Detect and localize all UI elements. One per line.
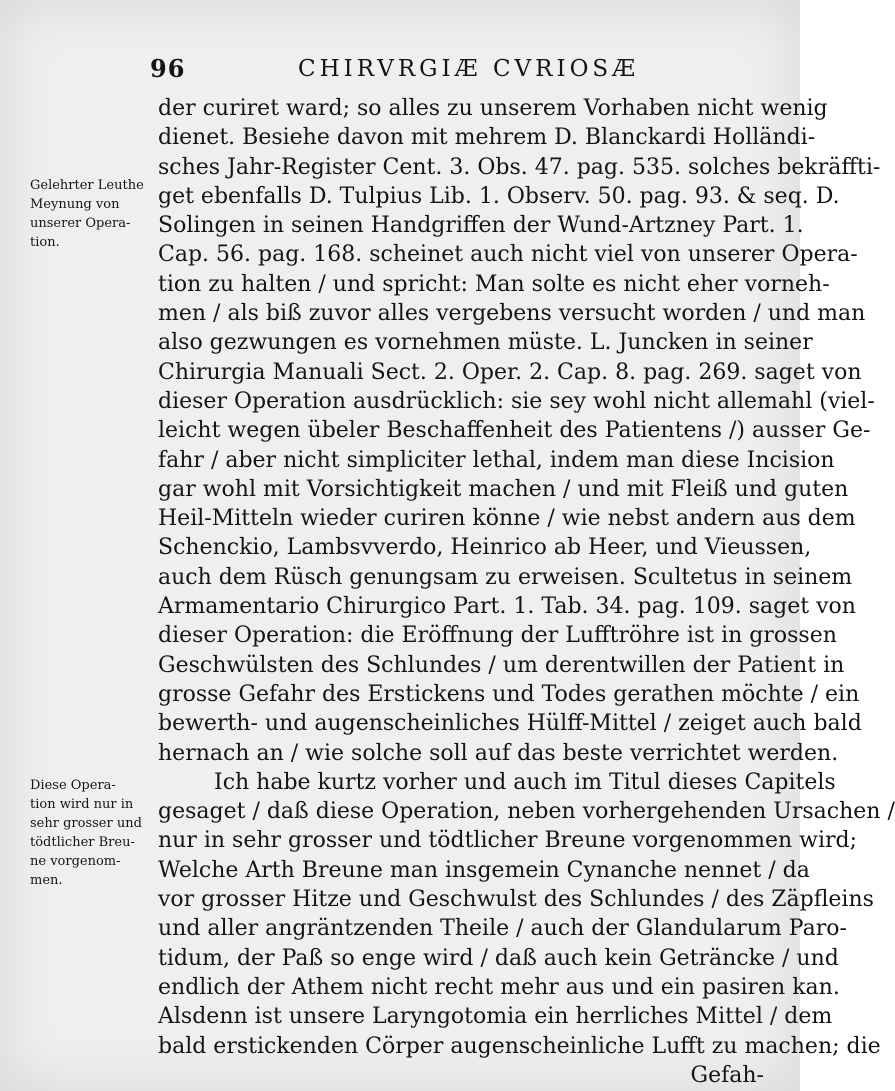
text-line: dienet. Besiehe davon mit mehrem D. Blanckardi Holländi- [158, 125, 816, 151]
margin-note-line: men. [30, 873, 63, 888]
text-line: Geschwülsten des Schlundes / um derentwillen der Patient in [158, 652, 845, 678]
text-line: Cap. 56. pag. 168. scheinet auch nicht viel von unserer Opera- [158, 242, 858, 268]
text-line: get ebenfalls D. Tulpius Lib. 1. Observ. 50. pag. 93. & seq. D. [158, 183, 840, 209]
text-line: dieser Operation ausdrücklich: sie sey wohl nicht allemahl (viel- [158, 388, 875, 414]
margin-note-line: Diese Opera- [30, 778, 116, 793]
text-line: Schenckio, Lambsvverdo, Heinrico ab Heer, und Vieussen, [158, 535, 812, 561]
text-line: und aller angräntzenden Theile / auch der Glandularum Paro- [158, 916, 847, 942]
text-line: vor grosser Hitze und Geschwulst des Schlundes / des Zäpfleins [158, 887, 874, 913]
margin-note-line: ne vorgenom- [30, 854, 121, 869]
page-number: 96 [150, 54, 186, 83]
margin-note-line: unserer Opera- [30, 216, 131, 231]
text-line: tion zu halten / und spricht: Man solte es nicht eher vorneh- [158, 271, 830, 297]
text-line: Solingen in seinen Handgriffen der Wund-Artzney Part. 1. [158, 213, 804, 239]
margin-note-line: Gelehrter Leuthe [30, 178, 144, 193]
margin-note-line: tion wird nur in [30, 797, 134, 812]
text-line: nur in sehr grosser und tödtlicher Breune vorgenommen wird; [158, 828, 858, 854]
margin-note-line: tödtlicher Breu- [30, 835, 135, 850]
margin-note-line: tion. [30, 235, 60, 250]
text-line: also gezwungen es vornehmen müste. L. Juncken in seiner [158, 330, 813, 356]
text-line: Ich habe kurtz vorher und auch im Titul dieses Capitels [214, 769, 836, 795]
text-line: tidum, der Paß so enge wird / daß auch kein Geträncke / und [158, 945, 839, 971]
text-line: Alsdenn ist unsere Laryngotomia ein herrliches Mittel / dem [158, 1004, 833, 1030]
text-line: men / als biß zuvor alles vergebens versucht worden / und man [158, 301, 866, 327]
text-line: Welche Arth Breune man insgemein Cynanche nennet / da [158, 857, 810, 883]
text-line: endlich der Athem nicht recht mehr aus und ein pasiren kan. [158, 974, 840, 1000]
catchword: Gefah- [690, 1062, 764, 1088]
margin-note-operation-condition [30, 776, 154, 890]
text-line: bald erstickenden Cörper augenscheinliche Lufft zu machen; die [158, 1033, 881, 1059]
paragraph-2 [158, 768, 895, 1061]
text-line: leicht wegen übeler Beschaffenheit des Patientens /) ausser Ge- [158, 418, 871, 444]
running-title: CHIRVRGIÆ CVRIOSÆ [298, 56, 640, 82]
text-line: der curiret ward; so alles zu unserem Vorhaben nicht wenig [158, 96, 828, 121]
text-line: Heil-Mitteln wieder curiren könne / wie nebst andern aus dem [158, 506, 856, 532]
text-line: sches Jahr-Register Cent. 3. Obs. 47. pag. 535. solches bekräffti- [158, 154, 881, 180]
text-line: bewerth- und augenscheinliches Hülff-Mittel / zeiget auch bald [158, 711, 862, 737]
text-line: dieser Operation: die Eröffnung der Lufftröhre ist in grossen [158, 623, 837, 649]
text-line: gesaget / daß diese Operation, neben vorhergehenden Ursachen / [158, 799, 895, 825]
text-line: auch dem Rüsch genungsam zu erweisen. Scultetus in seinem [158, 564, 853, 590]
text-line: hernach an / wie solche soll auf das beste verrichtet werden. [158, 740, 839, 766]
text-line: gar wohl mit Vorsichtigkeit machen / und mit Fleiß und guten [158, 476, 849, 502]
paragraph-1 [158, 94, 881, 768]
margin-note-line: sehr grosser und [30, 816, 142, 831]
page-header [150, 52, 760, 86]
text-line: grosse Gefahr des Erstickens und Todes gerathen möchte / ein [158, 681, 860, 707]
margin-note-line: Meynung von [30, 197, 120, 212]
margin-note-scholars-opinion [30, 176, 154, 252]
main-text [158, 94, 895, 1090]
text-line: Chirurgia Manuali Sect. 2. Oper. 2. Cap. 8. pag. 269. saget von [158, 359, 862, 385]
text-line: fahr / aber nicht simpliciter lethal, indem man diese Incision [158, 447, 835, 473]
text-line: Armamentario Chirurgico Part. 1. Tab. 34. pag. 109. saget von [158, 594, 856, 620]
